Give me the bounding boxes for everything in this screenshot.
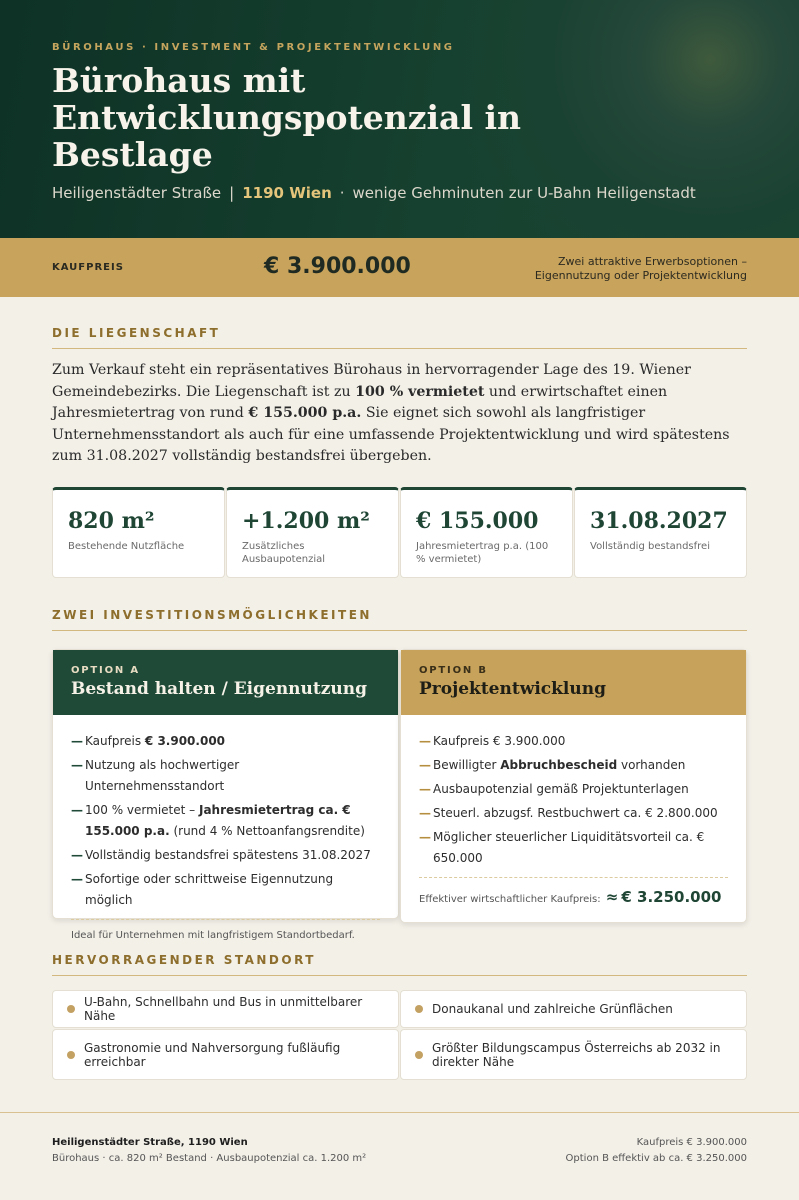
address-divider: | (229, 184, 235, 202)
item-bold: Jahresmietertrag ca. € 155.000 p.a. (85, 803, 351, 838)
option-a-header (53, 650, 398, 715)
footer-price: Kaufpreis € 3.900.000 (636, 1137, 747, 1148)
item-text: Steuerl. abzugsf. Restbuchwert ca. € 2.800.000 (433, 806, 718, 820)
option-b-tag: OPTION B (419, 665, 488, 676)
address-dot: · (339, 184, 345, 202)
dash-icon: — (71, 803, 83, 817)
dash-icon: — (419, 806, 431, 820)
location-item (400, 1029, 747, 1080)
intro-text-1: Zum Verkauf steht ein repräsentatives Bürohaus in hervorragender Lage des 19. Wiener Gemeindebezirks. Die Liegenschaft ist zu (52, 362, 691, 400)
kpi-card (52, 487, 225, 578)
section-heading-property: DIE LIEGENSCHAFT (52, 326, 747, 349)
item-text: Möglicher steuerlicher Liquiditätsvorteil ca. € 650.000 (433, 830, 705, 865)
kpi-label: Bestehende Nutzfläche (68, 541, 185, 552)
list-item (71, 869, 380, 911)
item-text: (rund 4 % Nettoanfangsrendite) (169, 824, 365, 838)
dash-icon: — (71, 758, 83, 772)
option-b-body (401, 715, 746, 906)
kpi-value: € 155.000 (416, 508, 539, 534)
location-text: Größter Bildungscampus Österreichs ab 2032 in direkter Nähe (432, 1040, 721, 1069)
item-text: Sofortige oder schrittweise Eigennutzung möglich (85, 872, 334, 907)
list-item (419, 803, 728, 824)
option-b-header (401, 650, 746, 715)
option-a-footer: Ideal für Unternehmen mit langfristigem Standortbedarf. (71, 919, 380, 941)
dash-icon: — (71, 872, 83, 886)
dash-icon: — (419, 758, 431, 772)
option-b-footer (419, 877, 728, 906)
footer-left (52, 1135, 366, 1167)
hero-banner (0, 0, 799, 238)
dash-icon: — (71, 848, 83, 862)
bullet-icon (67, 1051, 75, 1059)
footer-effective-price: Option B effektiv ab ca. € 3.250.000 (565, 1153, 747, 1164)
dash-icon: — (419, 782, 431, 796)
kpi-label: Zusätzliches Ausbaupotenzial (242, 541, 326, 565)
kpi-value: 31.08.2027 (590, 508, 728, 534)
footer-address: Heiligenstädter Straße, 1190 Wien (52, 1137, 248, 1148)
location-item (400, 990, 747, 1028)
item-text: Bewilligter (433, 758, 501, 772)
list-item (71, 755, 380, 797)
dash-icon: — (419, 734, 431, 748)
item-text: 100 % vermietet – (85, 803, 199, 817)
intro-text-2: und erwirtschaftet einen Jahresmietertrag von rund (52, 383, 668, 421)
item-bold: Abbruchbescheid (500, 758, 618, 772)
item-bold: € 3.900.000 (144, 734, 226, 748)
property-description (52, 360, 747, 468)
effective-price-label: Effektiver wirtschaftlicher Kaufpreis: (419, 894, 601, 905)
kpi-label: Jahresmietertrag p.a. (100 % vermietet) (416, 541, 549, 565)
location-text: U-Bahn, Schnellbahn und Bus in unmittelbarer Nähe (84, 995, 363, 1023)
dash-icon: — (71, 734, 83, 748)
price-label: KAUFPREIS (52, 262, 124, 273)
list-item (71, 731, 380, 752)
hero-address (52, 184, 696, 202)
option-a-tag: OPTION A (71, 665, 140, 676)
approx-icon: ≈ (605, 888, 619, 906)
bullet-icon (415, 1051, 423, 1059)
section-heading-location: HERVORRAGENDER STANDORT (52, 953, 747, 976)
location-text: Donaukanal und zahlreiche Grünflächen (432, 1002, 673, 1016)
intro-bold-1: 100 % vermietet (355, 383, 485, 400)
kpi-value: +1.200 m² (242, 508, 370, 534)
price-note (535, 255, 747, 283)
footer-right (566, 1135, 747, 1167)
list-item (419, 731, 728, 752)
item-text: Kaufpreis (85, 734, 145, 748)
item-text: Ausbaupotenzial gemäß Projektunterlagen (433, 782, 689, 796)
footer-summary: Bürohaus · ca. 820 m² Bestand · Ausbaupotenzial ca. 1.200 m² (52, 1153, 367, 1164)
option-b-list (419, 731, 728, 869)
option-a-title: Bestand halten / Eigennutzung (71, 679, 368, 699)
location-item (52, 1029, 399, 1080)
page-footer (0, 1112, 799, 1200)
list-item (419, 755, 728, 776)
kpi-card (574, 487, 747, 578)
hero-kicker: BÜROHAUS · INVESTMENT & PROJEKTENTWICKLUNG (52, 42, 455, 53)
effective-price-value: € 3.250.000 (621, 888, 722, 906)
street-name: Heiligenstädter Straße (52, 184, 222, 202)
page-title: Bürohaus mit Entwicklungspotenzial in Bestlage (52, 61, 521, 174)
intro-bold-2: € 155.000 p.a. (248, 405, 362, 421)
option-a-list (71, 731, 380, 911)
option-a-card (52, 649, 399, 941)
item-text: Kaufpreis € 3.900.000 (433, 734, 566, 748)
city-name: 1190 Wien (242, 184, 332, 202)
item-text: vorhanden (617, 758, 686, 772)
item-text: Nutzung als hochwertiger Unternehmensstandort (85, 758, 240, 793)
kpi-value: 820 m² (68, 508, 155, 534)
bullet-icon (415, 1005, 423, 1013)
bullet-icon (67, 1005, 75, 1013)
section-heading-options: ZWEI INVESTITIONSMÖGLICHKEITEN (52, 608, 747, 631)
location-text: Gastronomie und Nahversorgung fußläufig erreichbar (84, 1040, 341, 1069)
list-item (71, 845, 380, 866)
intro-text-3: Sie eignet sich sowohl als langfristiger Unternehmensstandort als auch für eine umfassende Projektentwicklung und wird spätestens zum 31.08.2027 vollständig bestandsfrei übergeben. (52, 405, 730, 464)
price-note-line2: Eigennutzung oder Projektentwicklung (534, 269, 747, 282)
kpi-card (400, 487, 573, 578)
list-item (71, 800, 380, 842)
list-item (419, 827, 728, 869)
transit-note: wenige Gehminuten zur U-Bahn Heiligenstadt (352, 184, 696, 202)
price-note-line1: Zwei attraktive Erwerbsoptionen – (558, 255, 747, 268)
price-value: € 3.900.000 (264, 254, 411, 279)
kpi-label: Vollständig bestandsfrei (590, 541, 710, 552)
kpi-card (226, 487, 399, 578)
item-text: Vollständig bestandsfrei spätestens 31.08.2027 (85, 848, 371, 862)
option-b-card (400, 649, 747, 923)
location-item (52, 990, 399, 1028)
option-b-title: Projektentwicklung (419, 679, 606, 699)
dash-icon: — (419, 830, 431, 844)
option-a-body (53, 715, 398, 941)
list-item (419, 779, 728, 800)
